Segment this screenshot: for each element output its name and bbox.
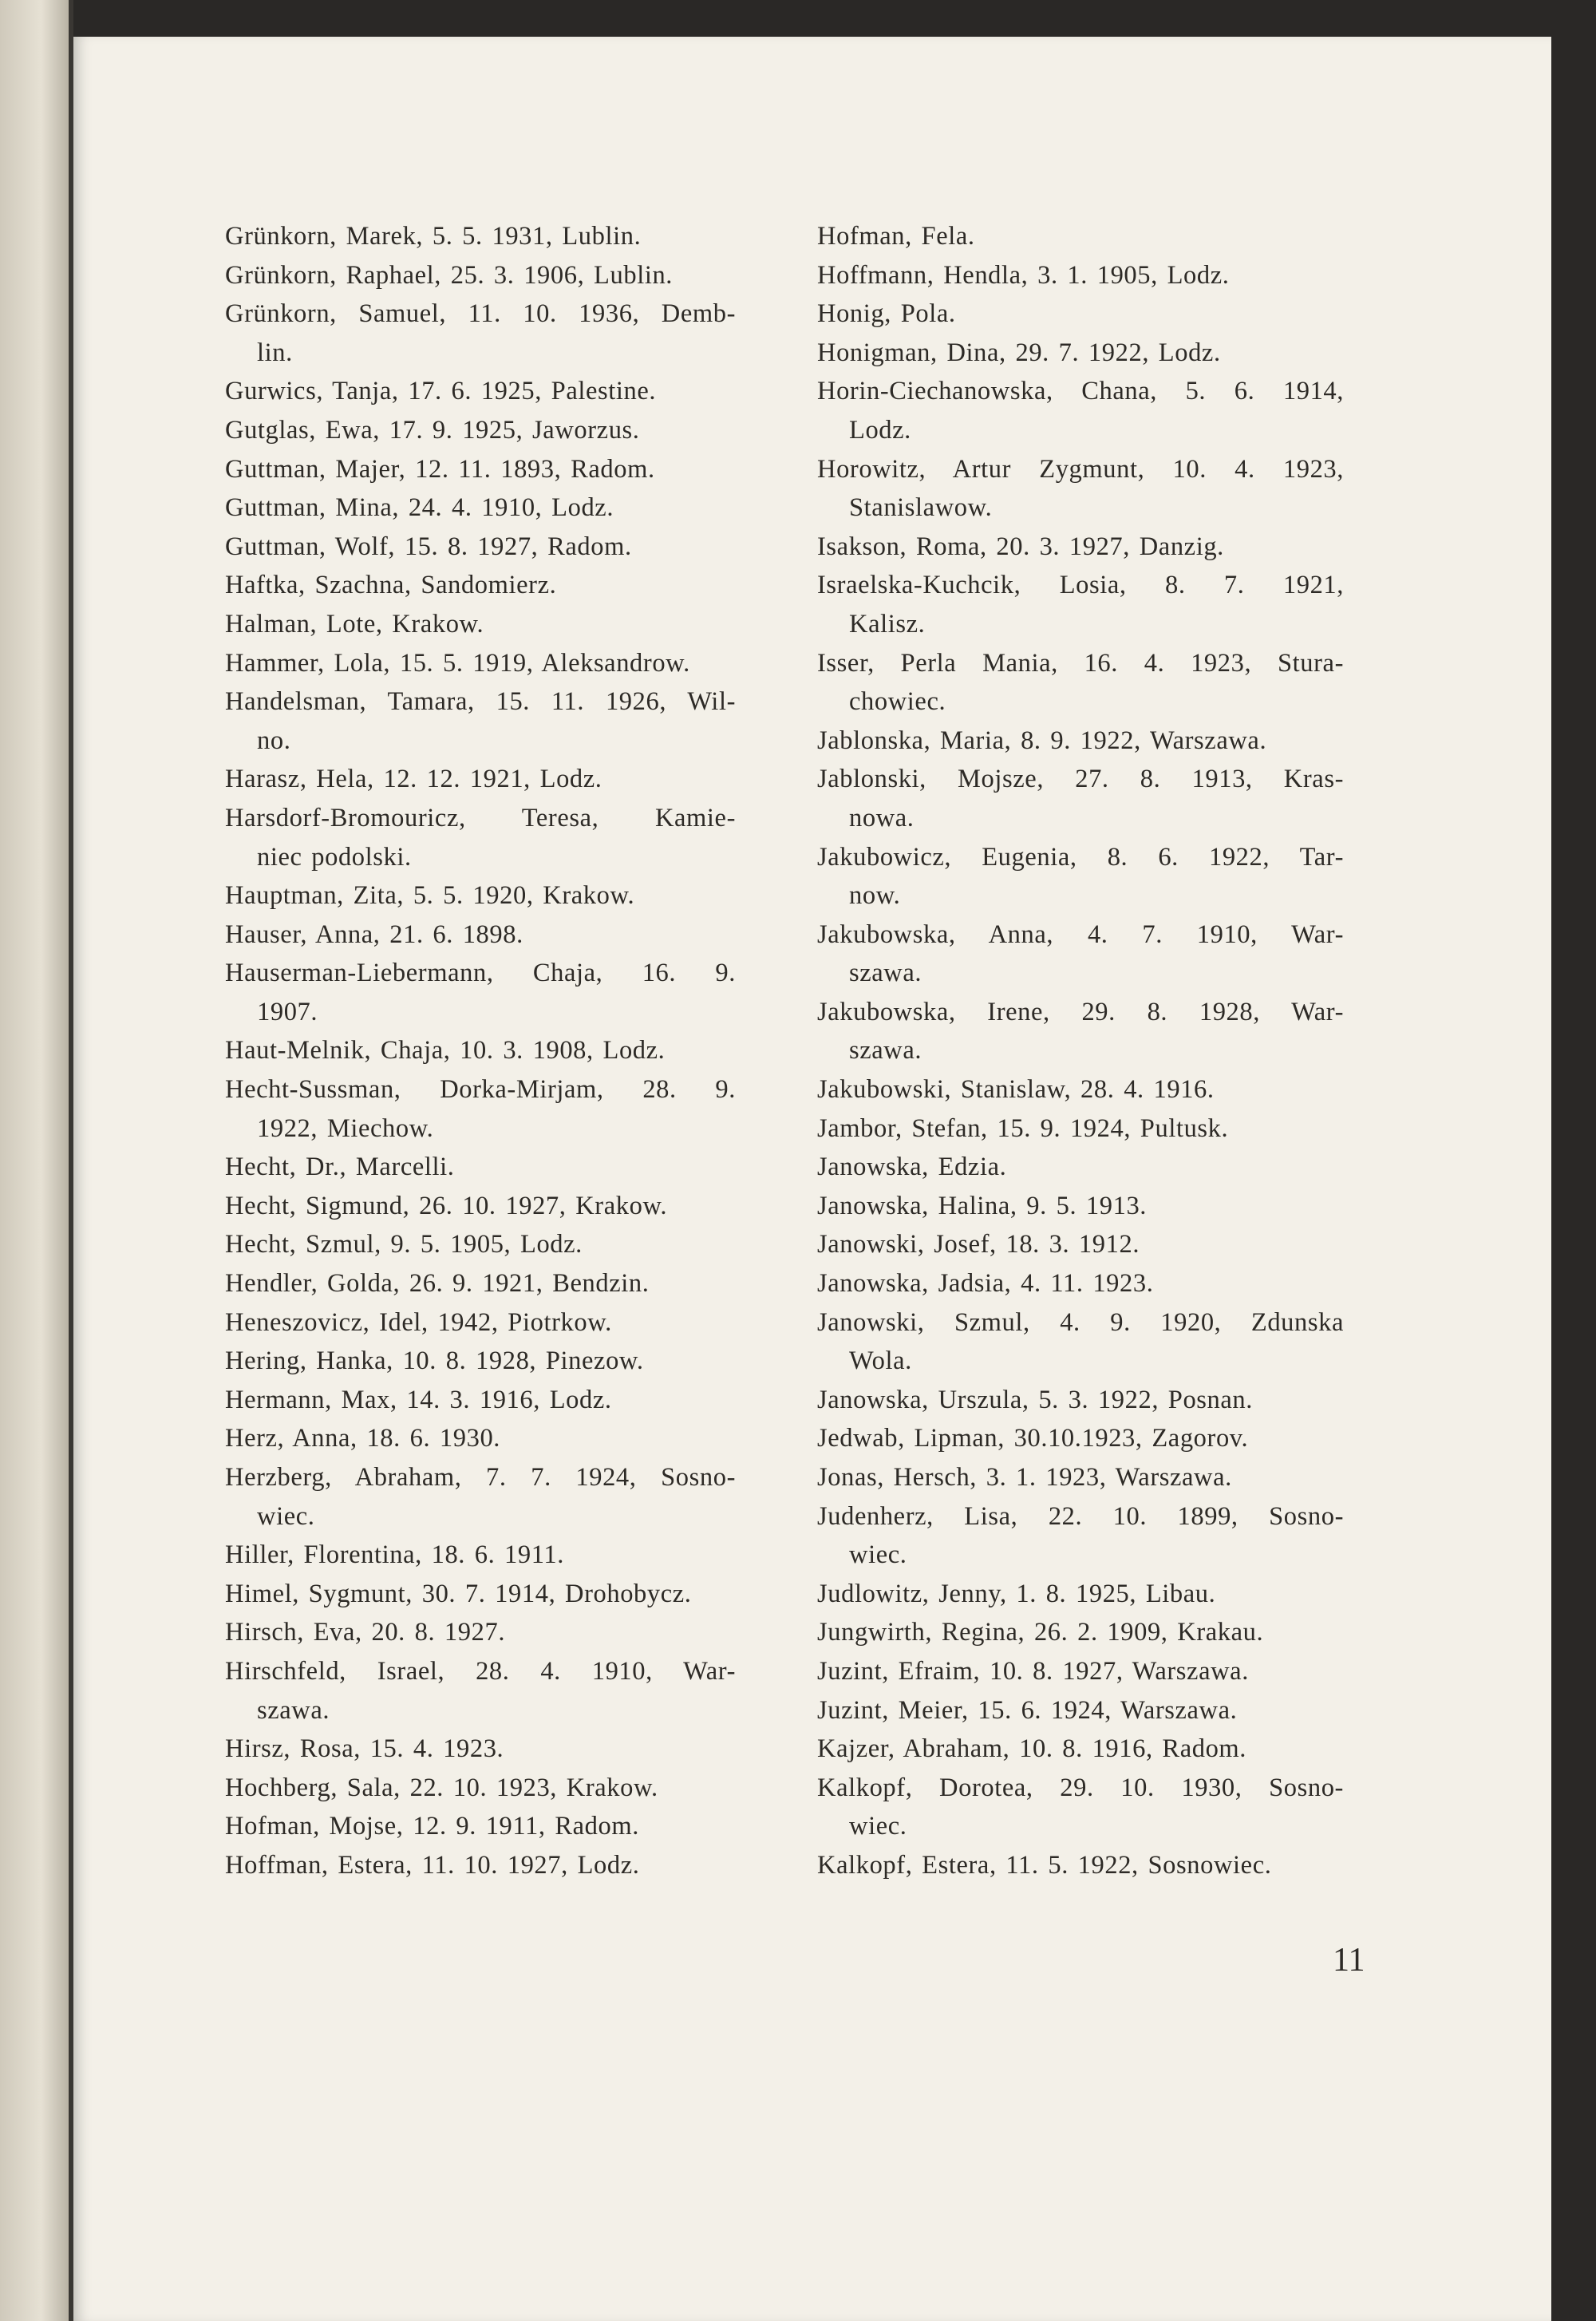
entry-line: Jablonski, Mojsze, 27. 8. 1913, Kras- [817, 765, 1344, 794]
list-entry [225, 566, 736, 605]
list-entry [817, 760, 1344, 837]
entry-continuation-line: Lodz. [849, 415, 911, 445]
list-entry [225, 1536, 736, 1575]
list-entry [225, 450, 736, 489]
entry-line: Heneszovicz, Idel, 1942, Piotrkow. [225, 1307, 612, 1337]
list-entry [817, 334, 1344, 373]
entry-line: Jakubowska, Irene, 29. 8. 1928, War- [817, 997, 1344, 1026]
entry-line: Hauserman-Liebermann, Chaja, 16. 9. [225, 959, 736, 988]
entry-line: Hecht, Dr., Marcelli. [225, 1153, 455, 1182]
entry-line: Hirsch, Eva, 20. 8. 1927. [225, 1618, 506, 1647]
entry-line: Hering, Hanka, 10. 8. 1928, Pinezow. [225, 1346, 644, 1376]
list-entry [817, 1575, 1344, 1614]
entry-line: Judenherz, Lisa, 22. 10. 1899, Sosno- [817, 1501, 1344, 1531]
list-entry [817, 256, 1344, 295]
entry-continuation-line: nowa. [849, 803, 915, 832]
entry-line: Janowska, Urszula, 5. 3. 1922, Posnan. [817, 1385, 1254, 1414]
list-entry [817, 1846, 1344, 1885]
entry-line: Guttman, Majer, 12. 11. 1893, Radom. [225, 454, 655, 484]
list-entry [817, 295, 1344, 334]
entry-line: Hermann, Max, 14. 3. 1916, Lodz. [225, 1385, 612, 1414]
list-entry [817, 1769, 1344, 1846]
list-entry [225, 1148, 736, 1187]
list-entry [817, 1148, 1344, 1187]
entry-line: Gurwics, Tanja, 17. 6. 1925, Palestine. [225, 377, 657, 406]
entry-line: Harsdorf-Bromouricz, Teresa, Kamie- [225, 803, 736, 832]
entry-line: Grünkorn, Raphael, 25. 3. 1906, Lublin. [225, 260, 674, 290]
entry-continuation-line: chowiec. [849, 687, 946, 717]
list-entry [225, 488, 736, 528]
list-entry [225, 217, 736, 256]
entry-continuation-line: wiec. [257, 1501, 315, 1531]
entry-line: Handelsman, Tamara, 15. 11. 1926, Wil- [225, 687, 736, 717]
previous-page-edge [0, 0, 69, 2321]
list-entry [225, 876, 736, 915]
list-entry [225, 1342, 736, 1381]
entry-line: Jonas, Hersch, 3. 1. 1923, Warszawa. [817, 1463, 1232, 1492]
list-entry [817, 915, 1344, 993]
list-entry [225, 1652, 736, 1730]
entry-line: Hofman, Fela. [817, 222, 975, 251]
list-entry [817, 372, 1344, 449]
list-entry [817, 1225, 1344, 1264]
entry-continuation-line: lin. [257, 338, 293, 367]
list-entry [225, 1070, 736, 1148]
entry-line: Jedwab, Lipman, 30.10.1923, Zagorov. [817, 1424, 1249, 1453]
entry-line: Juzint, Meier, 15. 6. 1924, Warszawa. [817, 1695, 1238, 1725]
list-entry [817, 838, 1344, 915]
list-entry [225, 1769, 736, 1808]
entry-line: Hirschfeld, Israel, 28. 4. 1910, War- [225, 1656, 736, 1686]
list-entry [225, 1730, 736, 1769]
entry-continuation-line: szawa. [849, 1036, 922, 1066]
entry-line: Hauptman, Zita, 5. 5. 1920, Krakow. [225, 881, 635, 911]
list-entry [225, 411, 736, 450]
list-entry [817, 566, 1344, 643]
entry-continuation-line: 1922, Miechow. [257, 1113, 434, 1143]
entry-line: Janowska, Edzia. [817, 1153, 1007, 1182]
page-number: 11 [1333, 1942, 1365, 1979]
entry-line: Guttman, Mina, 24. 4. 1910, Lodz. [225, 493, 614, 523]
entry-line: Haftka, Szachna, Sandomierz. [225, 571, 557, 600]
entry-continuation-line: Kalisz. [849, 609, 926, 639]
list-entry [817, 644, 1344, 722]
list-entry [817, 1458, 1344, 1497]
list-entry [225, 1613, 736, 1652]
list-entry [817, 1497, 1344, 1575]
entry-line: Horowitz, Artur Zygmunt, 10. 4. 1923, [817, 454, 1344, 484]
list-entry [817, 1187, 1344, 1226]
entry-line: Hoffmann, Hendla, 3. 1. 1905, Lodz. [817, 260, 1230, 290]
entry-line: Grünkorn, Marek, 5. 5. 1931, Lublin. [225, 222, 642, 251]
list-entry [225, 528, 736, 567]
list-entry [817, 1109, 1344, 1149]
entry-continuation-line: wiec. [849, 1812, 907, 1841]
entry-line: Janowski, Josef, 18. 3. 1912. [817, 1230, 1140, 1259]
entry-line: Israelska-Kuchcik, Losia, 8. 7. 1921, [817, 571, 1344, 600]
entry-continuation-line: no. [257, 726, 291, 755]
entry-continuation-line: Stanislawow. [849, 493, 993, 523]
entry-line: Juzint, Efraim, 10. 8. 1927, Warszawa. [817, 1656, 1249, 1686]
entry-line: Hecht, Sigmund, 26. 10. 1927, Krakow. [225, 1191, 668, 1220]
entry-continuation-line: niec podolski. [257, 842, 412, 872]
entry-line: Honigman, Dina, 29. 7. 1922, Lodz. [817, 338, 1221, 367]
right-column [817, 217, 1344, 1885]
list-entry [225, 372, 736, 411]
list-entry [817, 722, 1344, 761]
list-entry [817, 1303, 1344, 1381]
list-entry [225, 295, 736, 372]
list-entry [225, 1846, 736, 1885]
entry-line: Hirsz, Rosa, 15. 4. 1923. [225, 1734, 504, 1764]
list-entry [225, 915, 736, 955]
list-entry [225, 682, 736, 760]
entry-line: Hauser, Anna, 21. 6. 1898. [225, 919, 523, 949]
entry-line: Guttman, Wolf, 15. 8. 1927, Radom. [225, 532, 632, 561]
list-entry [817, 1381, 1344, 1420]
list-entry [817, 528, 1344, 567]
list-entry [225, 1031, 736, 1070]
list-entry [817, 1264, 1344, 1303]
entry-continuation-line: wiec. [849, 1540, 907, 1570]
entry-line: Hiller, Florentina, 18. 6. 1911. [225, 1540, 564, 1570]
list-entry [817, 1691, 1344, 1730]
entry-line: Jambor, Stefan, 15. 9. 1924, Pultusk. [817, 1113, 1229, 1143]
entry-line: Judlowitz, Jenny, 1. 8. 1925, Libau. [817, 1579, 1216, 1608]
entry-continuation-line: szawa. [257, 1695, 330, 1725]
entry-line: Halman, Lote, Krakow. [225, 609, 484, 639]
list-entry [225, 1381, 736, 1420]
list-entry [225, 1458, 736, 1536]
entry-continuation-line: Wola. [849, 1346, 912, 1376]
list-entry [225, 954, 736, 1031]
list-entry [225, 1807, 736, 1846]
list-entry [225, 256, 736, 295]
entry-line: Kalkopf, Dorotea, 29. 10. 1930, Sosno- [817, 1773, 1344, 1802]
entry-line: Honig, Pola. [817, 299, 956, 329]
entry-line: Isakson, Roma, 20. 3. 1927, Danzig. [817, 532, 1224, 561]
list-entry [817, 1730, 1344, 1769]
list-entry [225, 799, 736, 876]
entry-line: Hecht-Sussman, Dorka-Mirjam, 28. 9. [225, 1075, 736, 1105]
entry-line: Jakubowski, Stanislaw, 28. 4. 1916. [817, 1075, 1215, 1105]
list-entry [817, 450, 1344, 528]
entry-line: Hofman, Mojse, 12. 9. 1911, Radom. [225, 1812, 639, 1841]
list-entry [817, 1613, 1344, 1652]
entry-line: Hoffman, Estera, 11. 10. 1927, Lodz. [225, 1850, 640, 1880]
entry-line: Hochberg, Sala, 22. 10. 1923, Krakow. [225, 1773, 658, 1802]
list-entry [817, 993, 1344, 1070]
entry-line: Jungwirth, Regina, 26. 2. 1909, Krakau. [817, 1618, 1264, 1647]
document-page [73, 37, 1551, 2321]
list-entry [225, 1225, 736, 1264]
entry-line: Himel, Sygmunt, 30. 7. 1914, Drohobycz. [225, 1579, 692, 1608]
list-entry [225, 760, 736, 799]
entry-line: Jakubowska, Anna, 4. 7. 1910, War- [817, 919, 1344, 949]
list-entry [817, 217, 1344, 256]
entry-line: Haut-Melnik, Chaja, 10. 3. 1908, Lodz. [225, 1036, 666, 1066]
entry-line: Gutglas, Ewa, 17. 9. 1925, Jaworzus. [225, 415, 640, 445]
entry-line: Grünkorn, Samuel, 11. 10. 1936, Demb- [225, 299, 736, 329]
entry-continuation-line: szawa. [849, 959, 922, 988]
entry-continuation-line: now. [849, 881, 901, 911]
entry-line: Hendler, Golda, 26. 9. 1921, Bendzin. [225, 1269, 650, 1299]
list-entry [225, 1303, 736, 1342]
list-entry [817, 1652, 1344, 1691]
left-column [225, 217, 736, 1885]
entry-line: Jakubowicz, Eugenia, 8. 6. 1922, Tar- [817, 842, 1344, 872]
entry-line: Janowska, Jadsia, 4. 11. 1923. [817, 1269, 1154, 1299]
entry-line: Janowska, Halina, 9. 5. 1913. [817, 1191, 1148, 1220]
entry-continuation-line: 1907. [257, 997, 318, 1026]
entry-line: Harasz, Hela, 12. 12. 1921, Lodz. [225, 765, 602, 794]
list-entry [225, 1264, 736, 1303]
list-entry [225, 1575, 736, 1614]
list-entry [225, 605, 736, 644]
entry-line: Horin-Ciechanowska, Chana, 5. 6. 1914, [817, 377, 1344, 406]
entry-line: Kalkopf, Estera, 11. 5. 1922, Sosnowiec. [817, 1850, 1272, 1880]
entry-line: Hecht, Szmul, 9. 5. 1905, Lodz. [225, 1230, 583, 1259]
entry-line: Janowski, Szmul, 4. 9. 1920, Zdunska [817, 1307, 1344, 1337]
entry-line: Isser, Perla Mania, 16. 4. 1923, Stura- [817, 648, 1344, 678]
entry-line: Hammer, Lola, 15. 5. 1919, Aleksandrow. [225, 648, 690, 678]
list-entry [225, 1187, 736, 1226]
list-entry [225, 1419, 736, 1458]
entry-line: Kajzer, Abraham, 10. 8. 1916, Radom. [817, 1734, 1247, 1764]
list-entry [225, 644, 736, 683]
entry-line: Herz, Anna, 18. 6. 1930. [225, 1424, 501, 1453]
list-entry [817, 1419, 1344, 1458]
entry-line: Herzberg, Abraham, 7. 7. 1924, Sosno- [225, 1463, 736, 1492]
entry-line: Jablonska, Maria, 8. 9. 1922, Warszawa. [817, 726, 1267, 755]
list-entry [817, 1070, 1344, 1109]
